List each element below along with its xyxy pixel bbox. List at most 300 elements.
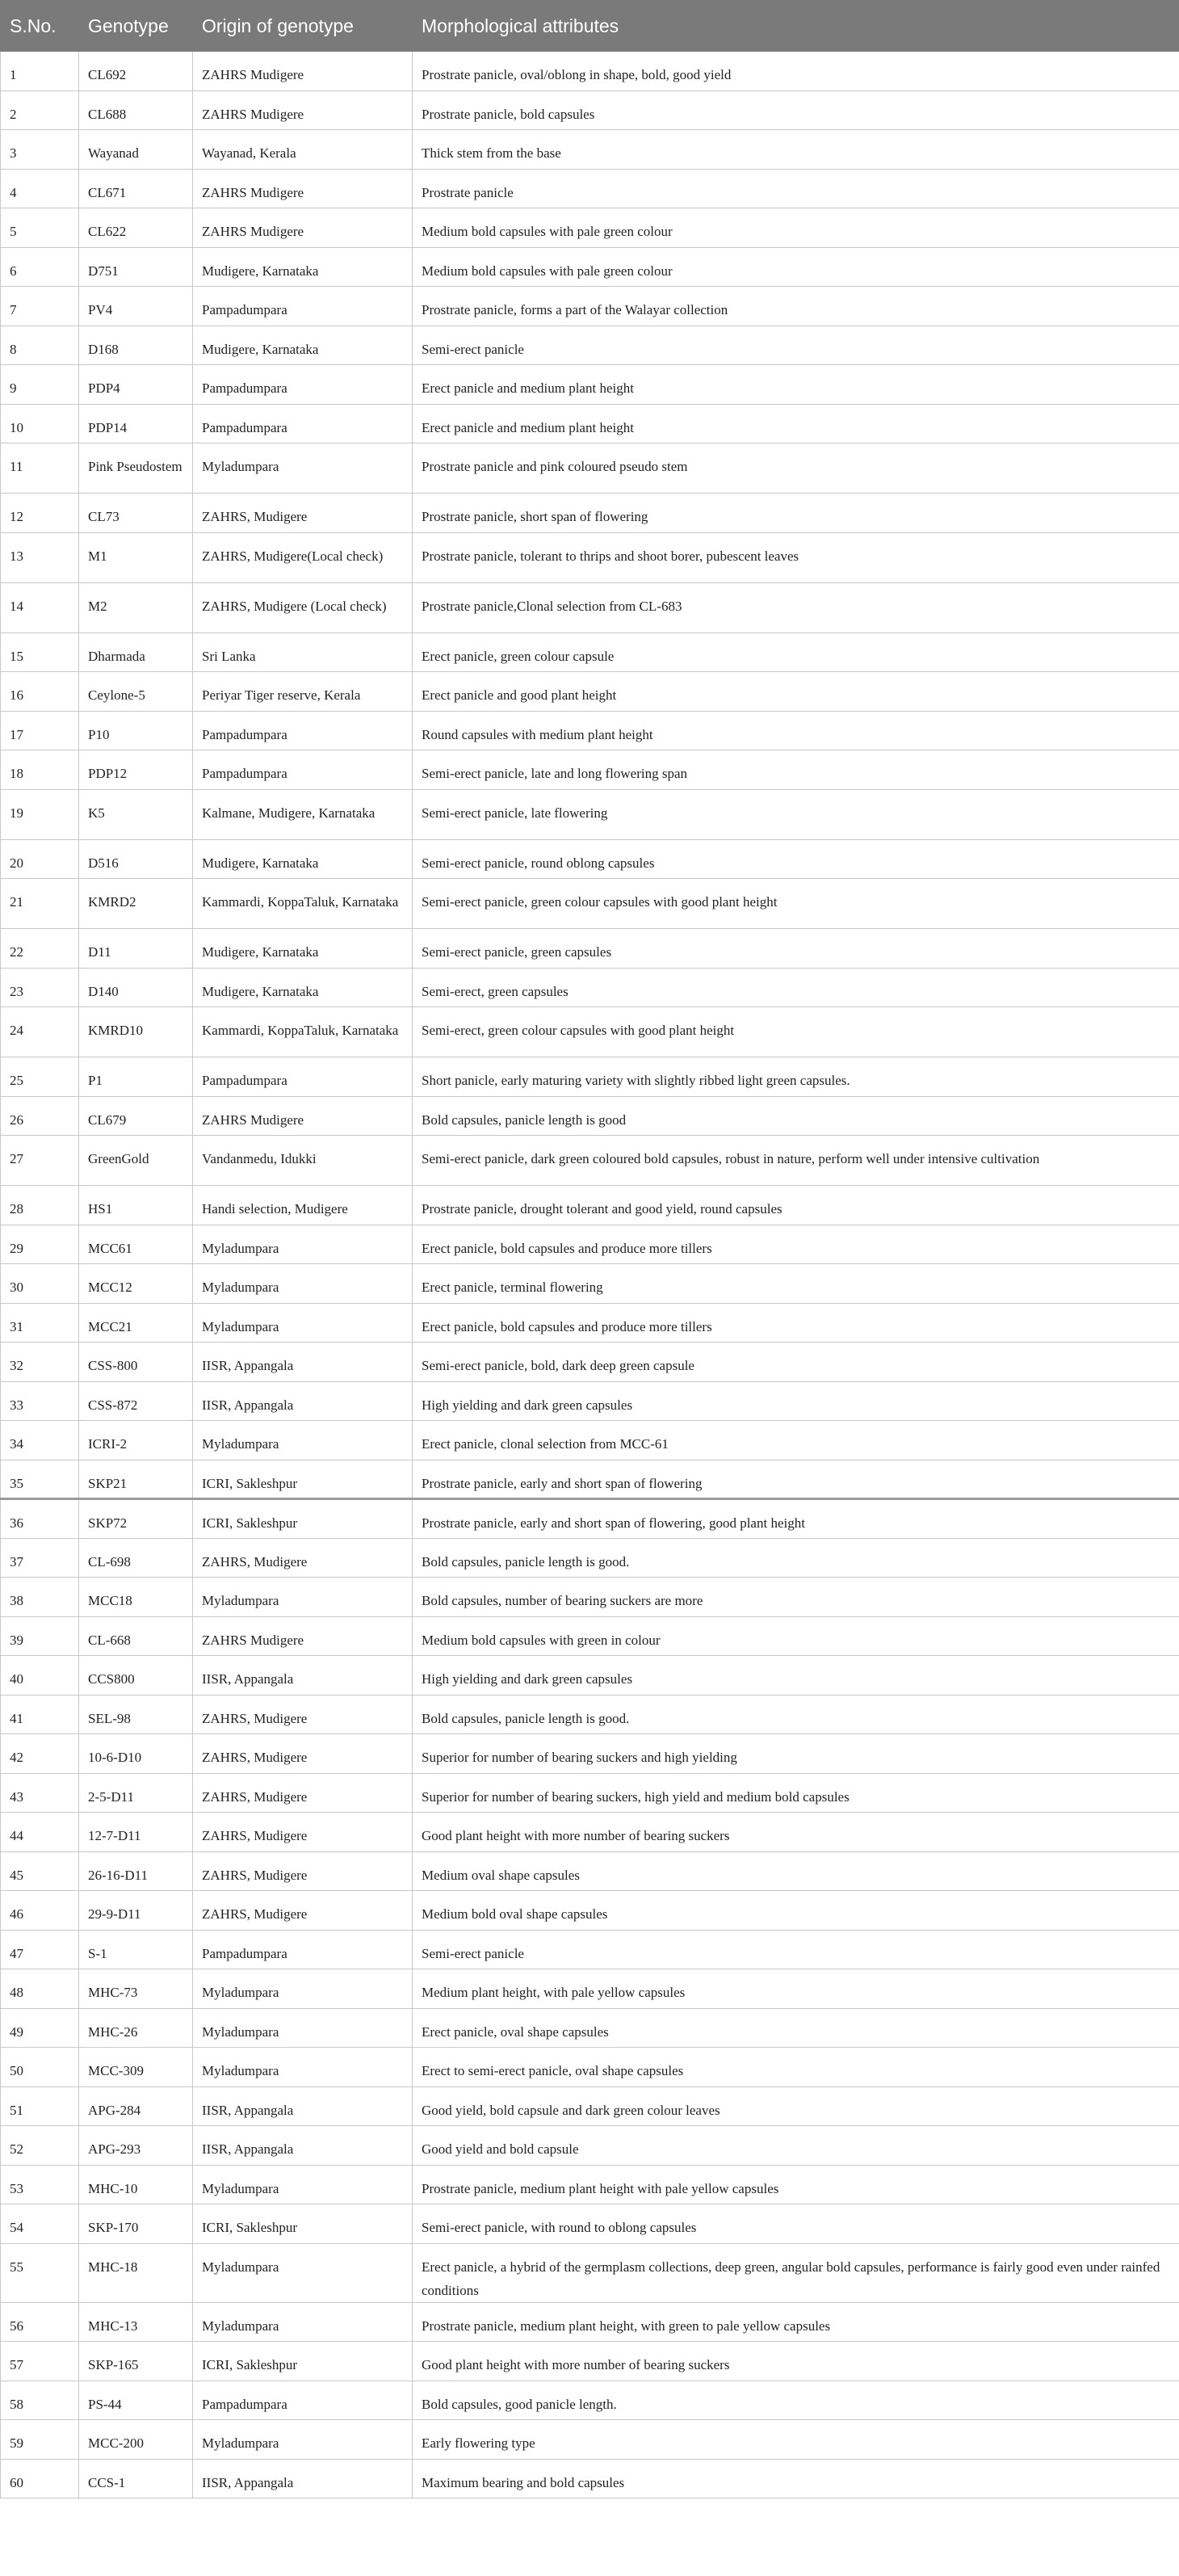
cell-genotype: MHC-13 [79, 2302, 193, 2342]
cell-morphological-attributes: Erect panicle, bold capsules and produce more tillers [413, 1303, 1179, 1343]
table-row [1, 2302, 1179, 2342]
table-row [1, 839, 1179, 879]
table-row [1, 1656, 1179, 1696]
cell-morphological-attributes: High yielding and dark green capsules [413, 1656, 1179, 1696]
table-row [1, 632, 1179, 672]
cell-morphological-attributes: Bold capsules, number of bearing suckers are more [413, 1578, 1179, 1617]
table-row [1, 287, 1179, 326]
cell-sno: 15 [1, 632, 79, 672]
cell-origin: ICRI, Sakleshpur [193, 1460, 413, 1499]
table-row [1, 2381, 1179, 2420]
cell-genotype: MHC-73 [79, 1969, 193, 2009]
cell-sno: 2 [1, 90, 79, 130]
cell-genotype: M2 [79, 582, 193, 632]
cell-morphological-attributes: Erect panicle, terminal flowering [413, 1264, 1179, 1304]
cell-origin: ZAHRS, Mudigere (Local check) [193, 582, 413, 632]
cell-sno: 41 [1, 1695, 79, 1734]
table-row [1, 1007, 1179, 1057]
cell-origin: Mudigere, Karnataka [193, 839, 413, 879]
table-row [1, 1343, 1179, 1382]
cell-genotype: Wayanad [79, 130, 193, 170]
table-row [1, 130, 1179, 170]
table-row [1, 1734, 1179, 1774]
table-row [1, 1851, 1179, 1891]
cell-origin: ZAHRS, Mudigere(Local check) [193, 532, 413, 582]
cell-origin: Sri Lanka [193, 632, 413, 672]
table-row [1, 968, 1179, 1007]
cell-sno: 27 [1, 1136, 79, 1186]
cell-sno: 36 [1, 1499, 79, 1539]
cell-morphological-attributes: Bold capsules, panicle length is good. [413, 1695, 1179, 1734]
table-row [1, 1695, 1179, 1734]
cell-origin: Kammardi, KoppaTaluk, Karnataka [193, 879, 413, 929]
cell-origin: ICRI, Sakleshpur [193, 2342, 413, 2381]
cell-origin: Wayanad, Kerala [193, 130, 413, 170]
cell-sno: 39 [1, 1616, 79, 1656]
cell-morphological-attributes: Semi-erect panicle, late and long flowering span [413, 750, 1179, 790]
table-row [1, 789, 1179, 839]
cell-genotype: CL679 [79, 1096, 193, 1136]
table-row [1, 1225, 1179, 1264]
cell-genotype: APG-293 [79, 2126, 193, 2166]
cell-morphological-attributes: Prostrate panicle, early and short span of flowering [413, 1460, 1179, 1499]
cell-origin: Myladumpara [193, 1578, 413, 1617]
cell-sno: 32 [1, 1343, 79, 1382]
cell-origin: Myladumpara [193, 2165, 413, 2204]
table-row [1, 1773, 1179, 1813]
cell-morphological-attributes: Medium bold capsules with pale green colour [413, 247, 1179, 287]
cell-sno: 44 [1, 1813, 79, 1852]
cell-origin: Myladumpara [193, 2243, 413, 2302]
cell-origin: ZAHRS, Mudigere [193, 494, 413, 533]
cell-sno: 12 [1, 494, 79, 533]
cell-sno: 33 [1, 1381, 79, 1421]
table-row [1, 1421, 1179, 1460]
cell-morphological-attributes: Semi-erect panicle, green colour capsules with good plant height [413, 879, 1179, 929]
cell-origin: Handi selection, Mudigere [193, 1186, 413, 1225]
cell-morphological-attributes: Prostrate panicle,Clonal selection from CL-683 [413, 582, 1179, 632]
cell-genotype: MHC-10 [79, 2165, 193, 2204]
cell-genotype: PDP14 [79, 404, 193, 443]
cell-genotype: P10 [79, 711, 193, 750]
cell-genotype: MCC18 [79, 1578, 193, 1617]
table-row [1, 532, 1179, 582]
cell-origin: Pampadumpara [193, 287, 413, 326]
cell-morphological-attributes: Prostrate panicle, bold capsules [413, 90, 1179, 130]
cell-morphological-attributes: Prostrate panicle, forms a part of the Walayar collection [413, 287, 1179, 326]
cell-genotype: MCC61 [79, 1225, 193, 1264]
cell-origin: Pampadumpara [193, 1057, 413, 1097]
cell-morphological-attributes: Semi-erect panicle [413, 1930, 1179, 1969]
cell-sno: 51 [1, 2086, 79, 2126]
table-row [1, 879, 1179, 929]
cell-origin: Pampadumpara [193, 750, 413, 790]
cell-genotype: Dharmada [79, 632, 193, 672]
cell-genotype: PV4 [79, 287, 193, 326]
cell-morphological-attributes: Good yield and bold capsule [413, 2126, 1179, 2166]
cell-morphological-attributes: Prostrate panicle and pink coloured pseudo stem [413, 443, 1179, 494]
table-row [1, 1186, 1179, 1225]
cell-origin: Kammardi, KoppaTaluk, Karnataka [193, 1007, 413, 1057]
cell-origin: ICRI, Sakleshpur [193, 1499, 413, 1539]
cell-morphological-attributes: Prostrate panicle, early and short span of flowering, good plant height [413, 1499, 1179, 1539]
table-row [1, 2008, 1179, 2048]
cell-origin: Myladumpara [193, 1421, 413, 1460]
table-row [1, 1891, 1179, 1931]
cell-origin: ZAHRS, Mudigere [193, 1734, 413, 1774]
cell-genotype: 10-6-D10 [79, 1734, 193, 1774]
cell-origin: Vandanmedu, Idukki [193, 1136, 413, 1186]
cell-origin: ZAHRS Mudigere [193, 169, 413, 208]
cell-morphological-attributes: Round capsules with medium plant height [413, 711, 1179, 750]
cell-sno: 29 [1, 1225, 79, 1264]
table-row [1, 326, 1179, 365]
cell-sno: 45 [1, 1851, 79, 1891]
cell-origin: Myladumpara [193, 1969, 413, 2009]
cell-sno: 34 [1, 1421, 79, 1460]
cell-origin: Myladumpara [193, 443, 413, 494]
table-row [1, 1499, 1179, 1539]
table-row [1, 750, 1179, 790]
cell-sno: 14 [1, 582, 79, 632]
cell-sno: 42 [1, 1734, 79, 1774]
cell-origin: ZAHRS, Mudigere [193, 1813, 413, 1852]
cell-sno: 22 [1, 929, 79, 969]
table-row [1, 2243, 1179, 2302]
cell-sno: 43 [1, 1773, 79, 1813]
cell-genotype: SKP-165 [79, 2342, 193, 2381]
table-row [1, 582, 1179, 632]
cell-morphological-attributes: Medium bold oval shape capsules [413, 1891, 1179, 1931]
cell-morphological-attributes: Medium oval shape capsules [413, 1851, 1179, 1891]
table-row [1, 2204, 1179, 2244]
cell-sno: 40 [1, 1656, 79, 1696]
cell-morphological-attributes: High yielding and dark green capsules [413, 1381, 1179, 1421]
table-row [1, 2165, 1179, 2204]
cell-sno: 37 [1, 1538, 79, 1578]
cell-morphological-attributes: Superior for number of bearing suckers and high yielding [413, 1734, 1179, 1774]
cell-sno: 49 [1, 2008, 79, 2048]
cell-morphological-attributes: Erect panicle and good plant height [413, 672, 1179, 712]
table-row [1, 1930, 1179, 1969]
cell-genotype: SKP-170 [79, 2204, 193, 2244]
table-row [1, 1460, 1179, 1499]
cell-genotype: 29-9-D11 [79, 1891, 193, 1931]
cell-origin: ZAHRS Mudigere [193, 90, 413, 130]
cell-sno: 8 [1, 326, 79, 365]
cell-origin: Mudigere, Karnataka [193, 968, 413, 1007]
cell-morphological-attributes: Erect panicle, a hybrid of the germplasm collections, deep green, angular bold capsules, performance is fairly good even under rainfed conditions [413, 2243, 1179, 2302]
cell-sno: 35 [1, 1460, 79, 1499]
header-genotype: Genotype [79, 1, 193, 52]
cell-genotype: CCS-1 [79, 2459, 193, 2498]
cell-origin: Pampadumpara [193, 2381, 413, 2420]
cell-origin: Myladumpara [193, 1303, 413, 1343]
table-row [1, 2420, 1179, 2460]
cell-morphological-attributes: Semi-erect, green colour capsules with good plant height [413, 1007, 1179, 1057]
cell-sno: 30 [1, 1264, 79, 1304]
cell-morphological-attributes: Erect panicle and medium plant height [413, 365, 1179, 405]
table-row [1, 90, 1179, 130]
cell-morphological-attributes: Erect panicle, green colour capsule [413, 632, 1179, 672]
cell-origin: Myladumpara [193, 2420, 413, 2460]
cell-morphological-attributes: Semi-erect panicle, bold, dark deep green capsule [413, 1343, 1179, 1382]
cell-morphological-attributes: Erect panicle, clonal selection from MCC-61 [413, 1421, 1179, 1460]
cell-genotype: D168 [79, 326, 193, 365]
cell-genotype: MCC12 [79, 1264, 193, 1304]
cell-sno: 46 [1, 1891, 79, 1931]
cell-morphological-attributes: Erect panicle, oval shape capsules [413, 2008, 1179, 2048]
cell-morphological-attributes: Medium plant height, with pale yellow capsules [413, 1969, 1179, 2009]
cell-genotype: KMRD2 [79, 879, 193, 929]
cell-sno: 3 [1, 130, 79, 170]
header-sno: S.No. [1, 1, 79, 52]
cell-genotype: CCS800 [79, 1656, 193, 1696]
cell-morphological-attributes: Semi-erect, green capsules [413, 968, 1179, 1007]
cell-morphological-attributes: Prostrate panicle, drought tolerant and good yield, round capsules [413, 1186, 1179, 1225]
cell-sno: 20 [1, 839, 79, 879]
cell-genotype: PDP4 [79, 365, 193, 405]
cell-genotype: MCC21 [79, 1303, 193, 1343]
cell-morphological-attributes: Prostrate panicle, oval/oblong in shape, bold, good yield [413, 52, 1179, 91]
table-row [1, 208, 1179, 248]
cell-morphological-attributes: Semi-erect panicle, late flowering [413, 789, 1179, 839]
cell-morphological-attributes: Superior for number of bearing suckers, high yield and medium bold capsules [413, 1773, 1179, 1813]
cell-genotype: MCC-200 [79, 2420, 193, 2460]
cell-genotype: Ceylone-5 [79, 672, 193, 712]
cell-origin: Mudigere, Karnataka [193, 247, 413, 287]
cell-genotype: APG-284 [79, 2086, 193, 2126]
cell-morphological-attributes: Prostrate panicle, medium plant height with pale yellow capsules [413, 2165, 1179, 2204]
cell-genotype: MHC-26 [79, 2008, 193, 2048]
cell-sno: 52 [1, 2126, 79, 2166]
cell-origin: ZAHRS, Mudigere [193, 1773, 413, 1813]
cell-genotype: GreenGold [79, 1136, 193, 1186]
cell-sno: 56 [1, 2302, 79, 2342]
cell-genotype: CSS-800 [79, 1343, 193, 1382]
cell-sno: 38 [1, 1578, 79, 1617]
header-origin: Origin of genotype [193, 1, 413, 52]
cell-sno: 11 [1, 443, 79, 494]
cell-sno: 17 [1, 711, 79, 750]
cell-sno: 1 [1, 52, 79, 91]
cell-origin: IISR, Appangala [193, 1381, 413, 1421]
cell-genotype: CSS-872 [79, 1381, 193, 1421]
cell-morphological-attributes: Bold capsules, panicle length is good. [413, 1538, 1179, 1578]
cell-origin: ICRI, Sakleshpur [193, 2204, 413, 2244]
cell-sno: 31 [1, 1303, 79, 1343]
cell-sno: 26 [1, 1096, 79, 1136]
header-row [1, 1, 1179, 52]
cell-origin: ZAHRS Mudigere [193, 208, 413, 248]
cell-morphological-attributes: Erect panicle, bold capsules and produce more tillers [413, 1225, 1179, 1264]
table-row [1, 2342, 1179, 2381]
cell-genotype: P1 [79, 1057, 193, 1097]
cell-genotype: D140 [79, 968, 193, 1007]
cell-genotype: MHC-18 [79, 2243, 193, 2302]
cell-genotype: M1 [79, 532, 193, 582]
cell-genotype: D11 [79, 929, 193, 969]
cell-sno: 7 [1, 287, 79, 326]
cell-morphological-attributes: Good yield, bold capsule and dark green colour leaves [413, 2086, 1179, 2126]
table-row [1, 2086, 1179, 2126]
cell-origin: Myladumpara [193, 1225, 413, 1264]
table-row [1, 1538, 1179, 1578]
table-row [1, 1096, 1179, 1136]
cell-origin: IISR, Appangala [193, 2086, 413, 2126]
cell-genotype: 2-5-D11 [79, 1773, 193, 1813]
cell-morphological-attributes: Erect panicle and medium plant height [413, 404, 1179, 443]
table-row [1, 404, 1179, 443]
cell-origin: Myladumpara [193, 2008, 413, 2048]
cell-genotype: KMRD10 [79, 1007, 193, 1057]
table-row [1, 443, 1179, 494]
cell-genotype: CL692 [79, 52, 193, 91]
table-row [1, 247, 1179, 287]
cell-sno: 54 [1, 2204, 79, 2244]
cell-origin: IISR, Appangala [193, 2126, 413, 2166]
cell-morphological-attributes: Good plant height with more number of bearing suckers [413, 2342, 1179, 2381]
cell-morphological-attributes: Good plant height with more number of bearing suckers [413, 1813, 1179, 1852]
cell-genotype: HS1 [79, 1186, 193, 1225]
cell-morphological-attributes: Prostrate panicle, short span of flowering [413, 494, 1179, 533]
cell-sno: 47 [1, 1930, 79, 1969]
cell-genotype: SKP72 [79, 1499, 193, 1539]
cell-sno: 9 [1, 365, 79, 405]
cell-genotype: PDP12 [79, 750, 193, 790]
table-body [1, 52, 1179, 2498]
cell-morphological-attributes: Semi-erect panicle, round oblong capsules [413, 839, 1179, 879]
cell-genotype: PS-44 [79, 2381, 193, 2420]
cell-origin: IISR, Appangala [193, 1343, 413, 1382]
cell-genotype: K5 [79, 789, 193, 839]
cell-sno: 59 [1, 2420, 79, 2460]
cell-morphological-attributes: Erect to semi-erect panicle, oval shape capsules [413, 2048, 1179, 2087]
cell-morphological-attributes: Thick stem from the base [413, 130, 1179, 170]
cell-genotype: 26-16-D11 [79, 1851, 193, 1891]
cell-sno: 18 [1, 750, 79, 790]
table-row [1, 1578, 1179, 1617]
cell-sno: 57 [1, 2342, 79, 2381]
cell-morphological-attributes: Bold capsules, panicle length is good [413, 1096, 1179, 1136]
cell-morphological-attributes: Prostrate panicle [413, 169, 1179, 208]
table-row [1, 929, 1179, 969]
table-row [1, 365, 1179, 405]
cell-morphological-attributes: Medium bold capsules with green in colour [413, 1616, 1179, 1656]
table-row [1, 494, 1179, 533]
cell-morphological-attributes: Semi-erect panicle, green capsules [413, 929, 1179, 969]
cell-morphological-attributes: Prostrate panicle, tolerant to thrips and shoot borer, pubescent leaves [413, 532, 1179, 582]
cell-sno: 48 [1, 1969, 79, 2009]
table-row [1, 2459, 1179, 2498]
cell-genotype: Pink Pseudostem [79, 443, 193, 494]
cell-genotype: CL-668 [79, 1616, 193, 1656]
cell-origin: ZAHRS, Mudigere [193, 1538, 413, 1578]
cell-origin: Myladumpara [193, 2302, 413, 2342]
cell-genotype: CL688 [79, 90, 193, 130]
cell-origin: Mudigere, Karnataka [193, 326, 413, 365]
table-row [1, 1136, 1179, 1186]
cell-genotype: ICRI-2 [79, 1421, 193, 1460]
cell-sno: 16 [1, 672, 79, 712]
cell-genotype: MCC-309 [79, 2048, 193, 2087]
table-row [1, 169, 1179, 208]
cell-sno: 6 [1, 247, 79, 287]
cell-origin: Pampadumpara [193, 711, 413, 750]
cell-morphological-attributes: Semi-erect panicle [413, 326, 1179, 365]
table-row [1, 1057, 1179, 1097]
cell-sno: 21 [1, 879, 79, 929]
table-row [1, 2048, 1179, 2087]
cell-morphological-attributes: Semi-erect panicle, dark green coloured bold capsules, robust in nature, perform well under intensive cultivation [413, 1136, 1179, 1186]
cell-origin: Mudigere, Karnataka [193, 929, 413, 969]
table-row [1, 1381, 1179, 1421]
table-row [1, 1969, 1179, 2009]
cell-sno: 25 [1, 1057, 79, 1097]
table-row [1, 2126, 1179, 2166]
cell-origin: ZAHRS, Mudigere [193, 1695, 413, 1734]
cell-origin: ZAHRS Mudigere [193, 1096, 413, 1136]
cell-origin: ZAHRS Mudigere [193, 52, 413, 91]
cell-sno: 55 [1, 2243, 79, 2302]
cell-sno: 23 [1, 968, 79, 1007]
cell-sno: 53 [1, 2165, 79, 2204]
cell-morphological-attributes: Prostrate panicle, medium plant height, with green to pale yellow capsules [413, 2302, 1179, 2342]
cell-origin: ZAHRS Mudigere [193, 1616, 413, 1656]
cell-origin: IISR, Appangala [193, 2459, 413, 2498]
cell-origin: IISR, Appangala [193, 1656, 413, 1696]
table-row [1, 711, 1179, 750]
cell-sno: 5 [1, 208, 79, 248]
cell-origin: Myladumpara [193, 2048, 413, 2087]
cell-morphological-attributes: Maximum bearing and bold capsules [413, 2459, 1179, 2498]
cell-genotype: CL-698 [79, 1538, 193, 1578]
cell-sno: 24 [1, 1007, 79, 1057]
table-row [1, 1303, 1179, 1343]
cell-genotype: CL73 [79, 494, 193, 533]
cell-sno: 13 [1, 532, 79, 582]
cell-genotype: D751 [79, 247, 193, 287]
cell-sno: 50 [1, 2048, 79, 2087]
cell-origin: Kalmane, Mudigere, Karnataka [193, 789, 413, 839]
cell-morphological-attributes: Medium bold capsules with pale green colour [413, 208, 1179, 248]
cell-morphological-attributes: Early flowering type [413, 2420, 1179, 2460]
cell-sno: 28 [1, 1186, 79, 1225]
cell-genotype: 12-7-D11 [79, 1813, 193, 1852]
cell-genotype: CL622 [79, 208, 193, 248]
cell-genotype: CL671 [79, 169, 193, 208]
cell-sno: 60 [1, 2459, 79, 2498]
cell-morphological-attributes: Semi-erect panicle, with round to oblong capsules [413, 2204, 1179, 2244]
cell-morphological-attributes: Bold capsules, good panicle length. [413, 2381, 1179, 2420]
cell-genotype: S-1 [79, 1930, 193, 1969]
cell-origin: Pampadumpara [193, 365, 413, 405]
table-row [1, 52, 1179, 91]
cell-morphological-attributes: Short panicle, early maturing variety with slightly ribbed light green capsules. [413, 1057, 1179, 1097]
cell-genotype: SKP21 [79, 1460, 193, 1499]
cell-origin: ZAHRS, Mudigere [193, 1851, 413, 1891]
cell-sno: 10 [1, 404, 79, 443]
table-row [1, 1616, 1179, 1656]
cell-genotype: SEL-98 [79, 1695, 193, 1734]
header-morphological-attributes: Morphological attributes [413, 1, 1179, 52]
cell-origin: ZAHRS, Mudigere [193, 1891, 413, 1931]
cell-sno: 19 [1, 789, 79, 839]
cell-sno: 4 [1, 169, 79, 208]
cell-origin: Pampadumpara [193, 404, 413, 443]
cell-origin: Periyar Tiger reserve, Kerala [193, 672, 413, 712]
cell-origin: Pampadumpara [193, 1930, 413, 1969]
